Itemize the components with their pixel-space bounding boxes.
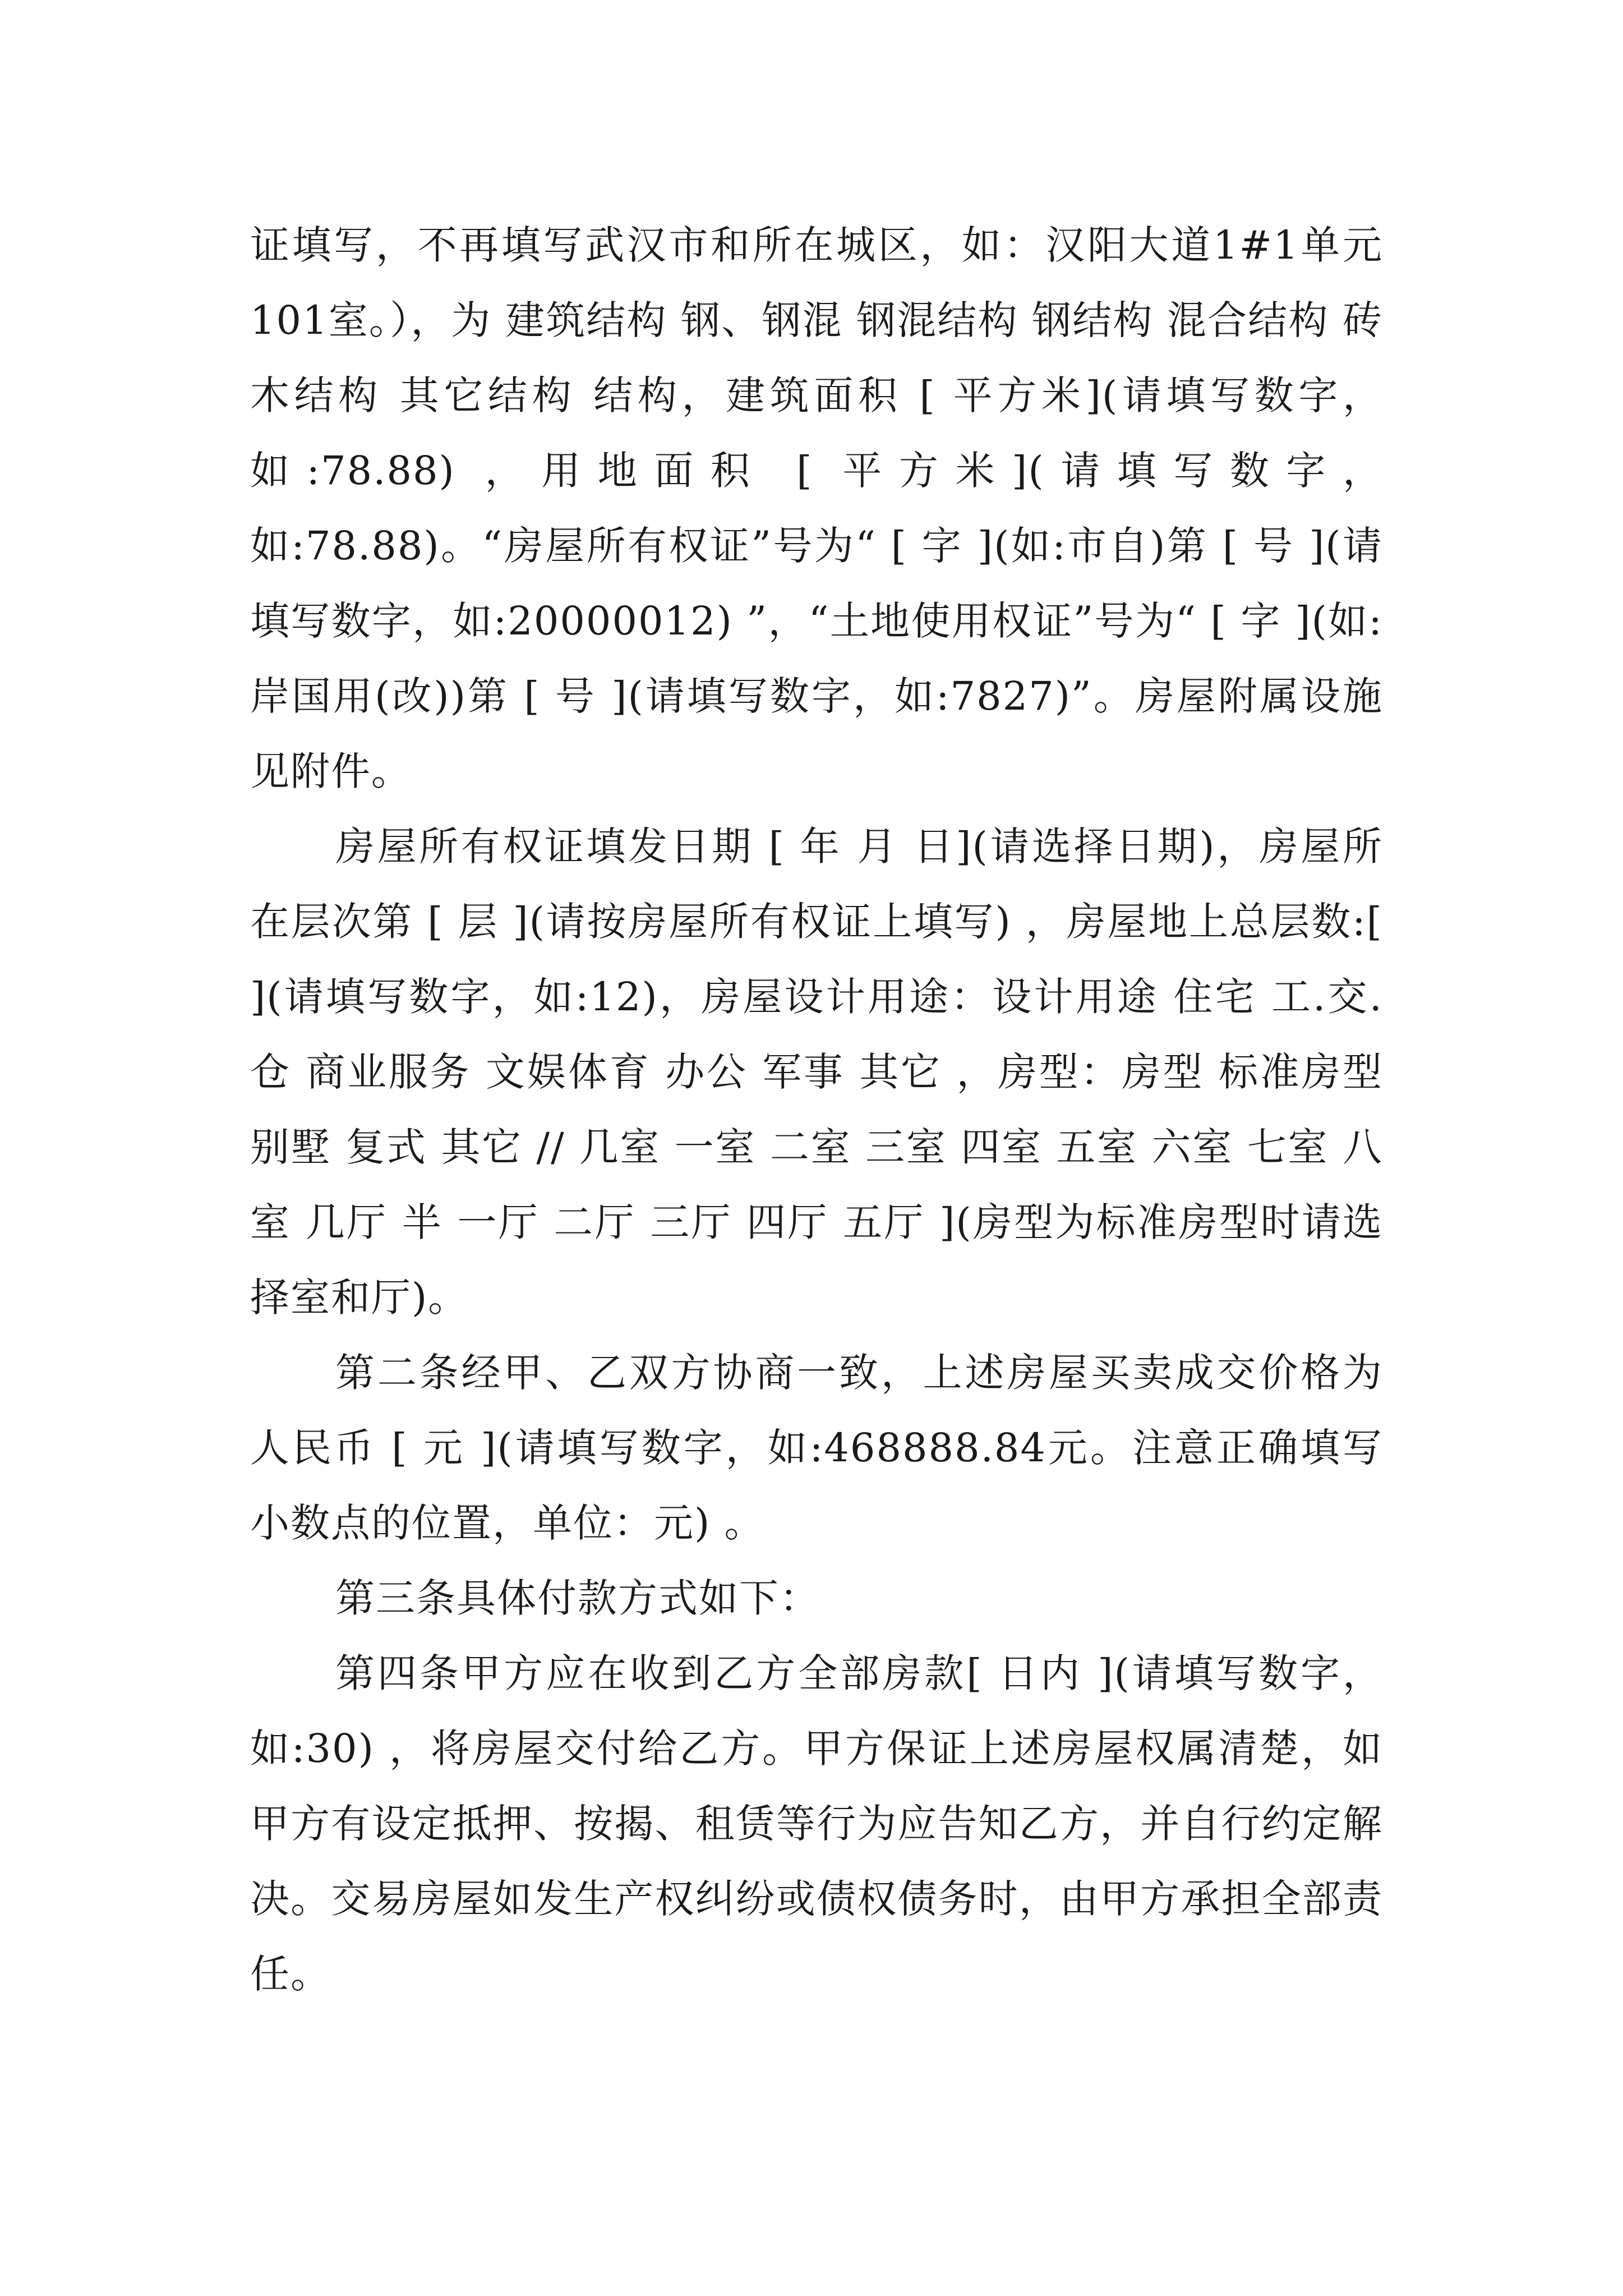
paragraph-certificate-and-layout: 房屋所有权证填发日期 [ 年 月 日](请选择日期)，房屋所在层次第 [ 层 ](请按房屋所有权证上填写) ，房屋地上总层数:[ ](请填写数字，如:12)，房屋设计用途：设计用途 住宅 工.交.仓 商业服务 文娱体育 办公 军事 其它 ，房型：房型 标准房型 别墅 复式 其它 // 几室 一室 二室 三室 四室 五室 六室 七室 八室 几厅 半 一厅 二厅 三厅 四厅 五厅 ](房型为标准房型时请选择室和厅)。 bbox=[250, 823, 1383, 1320]
paragraph-article-4-delivery: 第四条甲方应在收到乙方全部房款[ 日内 ](请填写数字，如:30) ，将房屋交付给乙方。甲方保证上述房屋权属清楚，如甲方有设定抵押、按揭、租赁等行为应告知乙方，并自行约定解决。交易房屋如发生产权纠纷或债权债务时，由甲方承担全部责任。 bbox=[250, 1650, 1383, 1997]
paragraph-article-3-payment: 第三条具体付款方式如下： bbox=[335, 1575, 820, 1621]
document-body bbox=[250, 208, 1383, 2012]
paragraph-article-2-price: 第二条经甲、乙双方协商一致，上述房屋买卖成交价格为人民币 [ 元 ](请填写数字，如:468888.84元。注意正确填写小数点的位置，单位：元) 。 bbox=[250, 1350, 1383, 1546]
paragraph-property-details: 证填写，不再填写武汉市和所在城区，如：汉阳大道1#1单元101室。），为 建筑结构 钢、钢混 钢混结构 钢结构 混合结构 砖木结构 其它结构 结构，建筑面积 [ 平方米](请填写数字，如:78.88) ，用地面积 [ 平方米](请填写数字，如:78.88)。“房屋所有权证”号为“ [ 字 ](如:市自)第 [ 号 ](请填写数字，如:20000012) ”，“土地使用权证”号为“ [ 字 ](如:岸国用(改))第 [ 号 ](请填写数字，如:7827)”。房屋附属设施见附件。 bbox=[250, 222, 1383, 794]
